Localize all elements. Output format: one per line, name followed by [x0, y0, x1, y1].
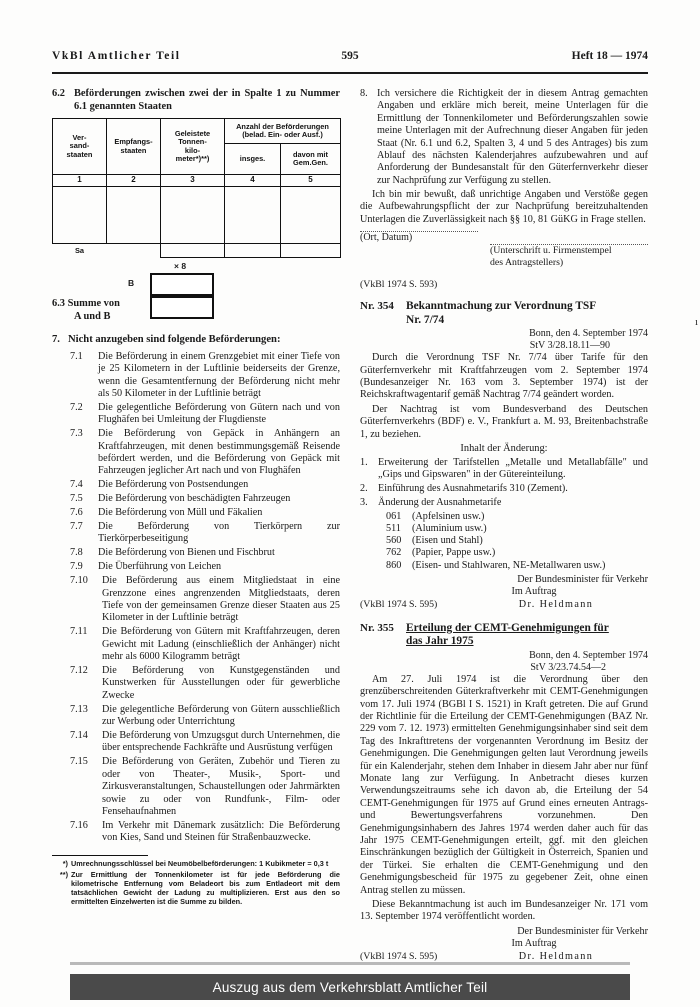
list-item: [70, 493, 340, 505]
declaration-paragraph-1: Ich versichere die Richtigkeit der in diesem Antrag gemachten Angaben und erkläre mich bereit, meine Unterlagen für die Ermittlung der Tonnenkilometer und Beförderungszahlen sowie meine Unterlagen mit der Aufrechnung dieser Angaben für jeden Staat (Nr. 6.1 und 6.2, Spalten 3, 4 und 5 des Antrages) bis zum Ablauf des nächsten Kalenderjahres aufzubewahren und auf Anforderung der Bundesanstalt für den Güterfernverkehr dieser zur Nachprüfung zur Verfügung zu stellen.: [377, 88, 648, 186]
cell-versandstaaten[interactable]: [53, 187, 107, 244]
announcement-355-place-date: Bonn, den 4. September 1974: [529, 649, 648, 661]
table-column-number-row: [53, 175, 341, 187]
sum-row-label: Sa: [74, 245, 85, 255]
section-6-3-sum-box[interactable]: [150, 296, 214, 319]
tariff-code-row: [386, 535, 648, 547]
list-item-text: Die gelegentliche Beförderung von Gütern nach und von Flughäfen bei Umleitung der Flugdienste: [98, 401, 340, 426]
list-item-text: Die Überführung von Leichen: [98, 561, 222, 573]
signature-label: [490, 245, 612, 268]
list-item: [70, 402, 340, 427]
declaration-paragraph-2: Ich bin mir bewußt, daß unrichtige Angaben und Verstöße gegen die Aufbewahrungspflicht der zur Nachprüfung bereitzuhaltenden Unterlagen die Zuverlässigkeit nach §§ 10, 81 GüKG in Frage stellen.: [360, 188, 648, 225]
th-versand-l2: sand-: [69, 141, 90, 151]
tariff-code-desc: (Papier, Pappe usw.): [412, 547, 496, 559]
announcement-354-title-l2: Nr. 7/74: [406, 313, 445, 326]
list-item-text: Die gelegentliche Beförderung von Gütern ausschließlich zur Werbung oder Unterrichtung: [102, 703, 340, 728]
footnote-text: Umrechnungsschlüssel bei Neumöbelbeförderungen: 1 Kubikmeter = 0,3 t: [71, 858, 329, 868]
list-item-text: Erweiterung der Tarifstellen „Metalle und Metallabfälle" und „Gips und Gipswaren" in der Gütereinteilung.: [378, 456, 648, 480]
sum-cell-insgesamt[interactable]: [225, 244, 281, 258]
cell-gemgen[interactable]: [281, 187, 341, 244]
announcement-354-title: [406, 300, 648, 327]
signer-office: Der Bundesminister für Verkehr: [517, 925, 648, 937]
list-item: [70, 479, 340, 491]
tariff-code-row: [386, 560, 648, 572]
source-reference-595b: (VkBl 1974 S. 595): [360, 950, 438, 962]
list-item-number: 7.9: [70, 561, 83, 573]
list-item-text: Die Beförderung von Geräten, Zubehör und Tieren zu oder von Theater-, Musik-, Sport- und Zirkusveranstaltungen, Schaustellungen oder Jahrmärkten sowie zu oder von Rundfunk-, Film- oder Fensehaufnahmen: [102, 756, 340, 817]
announcement-354-place-date: Bonn, den 4. September 1974: [529, 328, 648, 340]
announcement-354-source-row: [360, 599, 648, 612]
list-item: [70, 507, 340, 519]
announcement-355-title-l2: das Jahr 1975: [406, 635, 474, 648]
section-7-number: 7.: [52, 334, 60, 346]
declaration-item-8: [360, 88, 648, 187]
list-item: [70, 756, 340, 818]
list-item-number: 7.13: [70, 703, 88, 715]
announcement-355-title: [406, 622, 648, 649]
th-gemgen-l2: Gem.Gen.: [293, 158, 328, 168]
list-item-text: Die Beförderung von beschädigten Fahrzeugen: [98, 493, 291, 505]
cell-tonnenkilometer[interactable]: [161, 187, 225, 244]
source-reference-593: (VkBl 1974 S. 593): [360, 278, 438, 290]
list-item-text: Die Beförderung von Postsendungen: [98, 479, 249, 491]
b-total-label: B: [128, 278, 135, 289]
th-tonnenkilometer: [161, 119, 225, 175]
transport-form-table: [52, 118, 341, 258]
announcement-355-para-2: Diese Bekanntmachung ist auch im Bundesanzeiger Nr. 171 vom 13. September 1974 veröffentlicht worden.: [360, 899, 648, 923]
announcement-354-para-1: Durch die Verordnung TSF Nr. 7/74 über Tarife für den Güterfernverkehr mit Kraftfahrzeugen vom 2. September 1974 (Bundesanzeiger Nr. 163 vom 3. September 1974) ist der Reichskraftwagentarif gemäß Nachtrag 7/74 geändert worden.: [360, 352, 648, 401]
signer-name: Dr. Heldmann: [518, 598, 594, 610]
section-6-3-line1: Summe von: [67, 298, 120, 310]
list-item-text: Die Beförderung in einem Grenzgebiet mit einer Tiefe von je 25 Kilometern in der Luftlinie beiderseits der Grenze, wenn die Gesamtentfernung der Beförderung nicht mehr als 50 Kilometer in der Luftlinie beträgt: [98, 350, 340, 399]
announcement-354-file-ref: StV 3/28.18.11—90: [529, 340, 610, 352]
announcement-354-contents-heading: Inhalt der Änderung:: [460, 443, 548, 454]
tariff-code: 560: [386, 535, 402, 547]
section-6-3-line2: A und B: [74, 310, 111, 322]
col-num-2: 2: [107, 175, 161, 187]
running-head-left: VkBl Amtlicher Teil: [52, 50, 181, 62]
list-item-number: 7.3: [70, 428, 83, 440]
section-7-title: Nicht anzugeben sind folgende Beförderungen:: [68, 334, 281, 346]
page-number: 595: [341, 50, 359, 62]
th-insgesamt: insges.: [225, 144, 281, 175]
signature-label-l2: des Antragstellers): [490, 256, 564, 268]
list-item: [70, 351, 340, 401]
tariff-code: 860: [386, 559, 402, 571]
announcement-354-number: Nr. 354: [360, 299, 394, 312]
announcement-355-heading: [360, 622, 648, 649]
th-empfang-l1: Empfangs-: [114, 137, 153, 147]
th-tkm-l1: Geleistete: [174, 128, 211, 138]
list-item: [70, 428, 340, 478]
tariff-code-row: [386, 511, 648, 523]
running-head-right: Heft 18 — 1974: [571, 50, 648, 62]
footer-divider: [70, 962, 630, 965]
tariff-code-list: [360, 511, 648, 572]
announcement-355-signature: [360, 926, 648, 951]
list-item-number: 7.8: [70, 547, 83, 559]
footnote: [52, 860, 340, 869]
th-versandstaaten: [53, 119, 107, 175]
list-item-number: 7.11: [70, 626, 88, 638]
list-item: [360, 483, 648, 495]
list-item-text: Einführung des Ausnahmetarifs 310 (Zement).: [378, 482, 568, 494]
left-column: [52, 88, 340, 909]
tariff-code-row: [386, 547, 648, 559]
announcement-355-para-1: Am 27. Juli 1974 ist die Verordnung über den grenzüberschreitenden Güterkraftverkehr mit CEMT-Genehmigungen vom 17. Juli 1974 (BGBl I S. 1521) in Kraft getreten. Die auf Grund der Richtlinie für die Erteilung der CEMT-Genehmigungen (BAZ Nr. 229 vom 7. 12. 1973) ermittelten Genehmigungsinhaber sind seit dem Tag des Inkrafttretens der vorgenannten Verordnung im Besitz der Genehmigungen. Die Genehmigungen gelten laut Verordnung jeweils für ein Kalenderjahr, stehen dem Inhaber in diesem Jahr aber nur fünf Monate lang zur Verfügung. In Anbetracht dieses kurzen Verwendungszeitraums sehe ich davon ab, die Erteilung der 54 CEMT-Genehmigungen für 1975 auf Grund eines erneuten Antrags- und Bewertungsverfahrens vorzunehmen. Den Genehmigungsinhabern des Jahres 1974 werden daher auch für das Jahr 1975 CEMT-Genehmigungen erteilt, ggf. mit den gleichen Einschränkungen bezüglich der Gültigkeit in Österreich, Spanien und der Türkei. Sie erhalten die CEMT-Genehmigung und den Genehmigungsbescheid für 1975 zu gegebener Zeit, ohne einen Antrag stellen zu müssen.: [360, 673, 648, 896]
tariff-code-desc: (Eisen und Stahl): [412, 535, 483, 547]
sum-cell-gemgen[interactable]: [281, 244, 341, 258]
list-item: [70, 575, 340, 625]
tariff-code: 762: [386, 547, 402, 559]
list-item-text: Im Verkehr mit Dänemark zusätzlich: Die Beförderung von Kies, Sand und Steinen für Straßenbauzwecke.: [102, 819, 340, 844]
footnote-text: Zur Ermittlung der Tonnenkilometer ist für jede Beförderung die kilometrische Entfernung vom Beladeort bis zum Entladeort mit dem tatsächlichen Gewicht der Ladung zu multiplizieren. Erst aus den so ermittelten Einzelwerten ist die Summe zu bilden.: [71, 870, 340, 906]
announcement-354-para-2: Der Nachtrag ist vom Bundesverband des Deutschen Güterfernverkehrs (BDF) e. V., Frankfurt a. M. 93, Breitenbachstraße 1, zu beziehen.: [360, 403, 648, 440]
sum-row-spacer: [107, 244, 161, 258]
footer-banner: [70, 974, 630, 1000]
section-6-2-text: Beförderungen zwischen zwei der in Spalte 1 zu Nummer 6.1 genannten Staaten: [74, 88, 340, 112]
list-item-number: 2.: [360, 482, 368, 494]
table-header-row: [53, 119, 341, 144]
cell-empfangsstaaten[interactable]: [107, 187, 161, 244]
list-item-text: Die Beförderung von Bienen und Fischbrut: [98, 547, 275, 559]
tariff-code-desc: (Eisen- und Stahlwaren, NE-Metallwaren usw.): [412, 559, 606, 571]
tariff-code-desc: (Apfelsinen usw.): [412, 510, 485, 522]
th-gemgen-l1: davon mit: [293, 149, 328, 159]
list-item-text: Änderung der Ausnahmetarife: [378, 496, 502, 508]
list-item-text: Die Beförderung von Müll und Fäkalien: [98, 507, 263, 519]
list-item-number: 7.6: [70, 507, 83, 519]
tariff-code: 511: [386, 522, 401, 534]
footnote-rule: [52, 855, 148, 856]
announcement-354-signature: [360, 574, 648, 599]
list-item-number: 3.: [360, 496, 368, 508]
announcement-355-title-l1: Erteilung der CEMT-Genehmigungen für: [406, 621, 609, 634]
section-6-2: [52, 88, 340, 113]
col-num-1: 1: [53, 175, 107, 187]
signature-fields: [360, 230, 648, 268]
list-item-text: Die Beförderung von Kunstgegenständen und Kunstwerken für Ausstellungen oder für gewerbliche Zwecke: [102, 665, 340, 701]
b-total-row: [52, 273, 340, 294]
col-num-4: 4: [225, 175, 281, 187]
list-item-text: Die Beförderung von Gepäck in Anhängern an Kraftfahrzeugen, mit denen bestimmungsgemäß Reisende befördert werden, und die Beförderung von Gepäck mit Fahrzeugen jeglicher Art nach und von Flughäfen: [98, 428, 340, 477]
announcement-354-title-l1: Bekanntmachung zur Verordnung TSF: [406, 299, 597, 312]
list-item-number: 7.14: [70, 730, 88, 742]
list-item: [70, 730, 340, 755]
section-6-3: [52, 296, 340, 328]
list-item: [70, 521, 340, 546]
tariff-code-row: [386, 523, 648, 535]
sum-cell-tonnenkilometer[interactable]: [161, 244, 225, 258]
list-item: [360, 457, 648, 482]
announcement-354-heading: [360, 300, 648, 327]
signer-name: Dr. Heldmann: [518, 950, 594, 962]
th-anzahl-l1: Anzahl der Beförderungen: [236, 121, 329, 131]
th-versand-l3: staaten: [66, 149, 93, 159]
th-empfangsstaaten: [107, 119, 161, 175]
margin-tick: ı: [694, 316, 698, 328]
list-item: [70, 547, 340, 559]
col-num-3: 3: [161, 175, 225, 187]
footnote-marker: **): [59, 870, 68, 880]
signature-label-l1: (Unterschrift u. Firmenstempel: [490, 244, 612, 256]
th-versand-l1: Ver-: [72, 132, 87, 142]
list-item-text: Die Beförderung aus einem Mitgliedstaat in eine Grenzzone eines angrenzenden Mitgliedstaats, deren Tiefe von der gemeinsamen Grenze dieser Staaten aus 25 Kilometer in der Luftlinie beträgt: [102, 575, 340, 624]
footer-banner-text: Auszug aus dem Verkehrsblatt Amtlicher Teil: [212, 979, 488, 995]
list-item: [70, 626, 340, 663]
list-item: [70, 665, 340, 702]
list-item-number: 7.5: [70, 493, 83, 505]
footnote-marker: *): [62, 858, 68, 868]
running-head: [52, 50, 648, 68]
announcement-355-number: Nr. 355: [360, 621, 394, 634]
th-tkm-l4: meter*)**): [175, 154, 210, 164]
table-sum-row: [53, 244, 341, 258]
source-reference-595a: (VkBl 1974 S. 595): [360, 598, 438, 610]
list-item-number: 7.4: [70, 479, 83, 491]
transport-table-wrapper: [52, 118, 340, 258]
list-item-number: 7.16: [70, 819, 88, 831]
list-item-number: 7.2: [70, 401, 83, 413]
list-item: [360, 497, 648, 509]
place-date-label: (Ort, Datum): [360, 231, 413, 243]
tariff-code-desc: (Aluminium usw.): [412, 522, 487, 534]
multiplier-label: × 8: [174, 261, 187, 272]
th-gemgen: [281, 144, 341, 175]
list-item-number: 7.15: [70, 756, 88, 768]
list-item-text: Die Beförderung von Tierkörpern zur Tierkörperbeseitigung: [98, 521, 340, 545]
section-6-3-number: 6.3: [52, 298, 65, 310]
right-column: [360, 88, 648, 964]
declaration-number: 8.: [360, 88, 368, 99]
section-6-2-number: 6.2: [52, 88, 65, 99]
th-empfang-l2: staaten: [120, 145, 147, 155]
signer-by: Im Auftrag: [511, 586, 557, 598]
table-row: [53, 187, 341, 244]
list-item-number: 1.: [360, 456, 368, 468]
list-item-number: 7.12: [70, 665, 88, 677]
section-6-3-label: [52, 298, 146, 323]
multiplier-row: [52, 261, 340, 272]
th-tkm-l2: Tonnen-: [178, 137, 207, 147]
th-anzahl-group: [225, 119, 341, 144]
list-item: [70, 561, 340, 573]
footnote: [52, 871, 340, 906]
list-item-number: 7.1: [70, 350, 83, 362]
list-item: [70, 704, 340, 729]
signer-office: Der Bundesminister für Verkehr: [517, 573, 648, 585]
col-num-5: 5: [281, 175, 341, 187]
list-item-number: 7.10: [70, 575, 88, 587]
cell-insgesamt[interactable]: [225, 187, 281, 244]
section-7-heading: [52, 334, 340, 347]
th-tkm-l3: kilo-: [184, 145, 201, 155]
list-item-text: Die Beförderung von Umzugsgut durch Unternehmen, die über entsprechende Fachkräfte und Ausrüstung verfügen: [102, 730, 340, 754]
list-item-text: Die Beförderung von Gütern mit Kraftfahrzeugen, deren Gewicht mit Ladung (einschließlich der Anhänger) nicht mehr als 6000 Kilogramm beträgt: [102, 626, 340, 663]
announcement-355-file-ref: StV 3/23.74.54—2: [530, 661, 606, 673]
header-rule: [52, 72, 648, 74]
list-item-number: 7.7: [70, 521, 83, 533]
section-7-list: [52, 351, 340, 845]
list-item: [70, 820, 340, 845]
announcement-354-change-list: [360, 457, 648, 510]
tariff-code: 061: [386, 510, 402, 522]
b-total-box[interactable]: [150, 273, 214, 296]
signer-by: Im Auftrag: [511, 938, 557, 950]
th-anzahl-l2: (belad. Ein- oder Ausf.): [242, 130, 323, 140]
